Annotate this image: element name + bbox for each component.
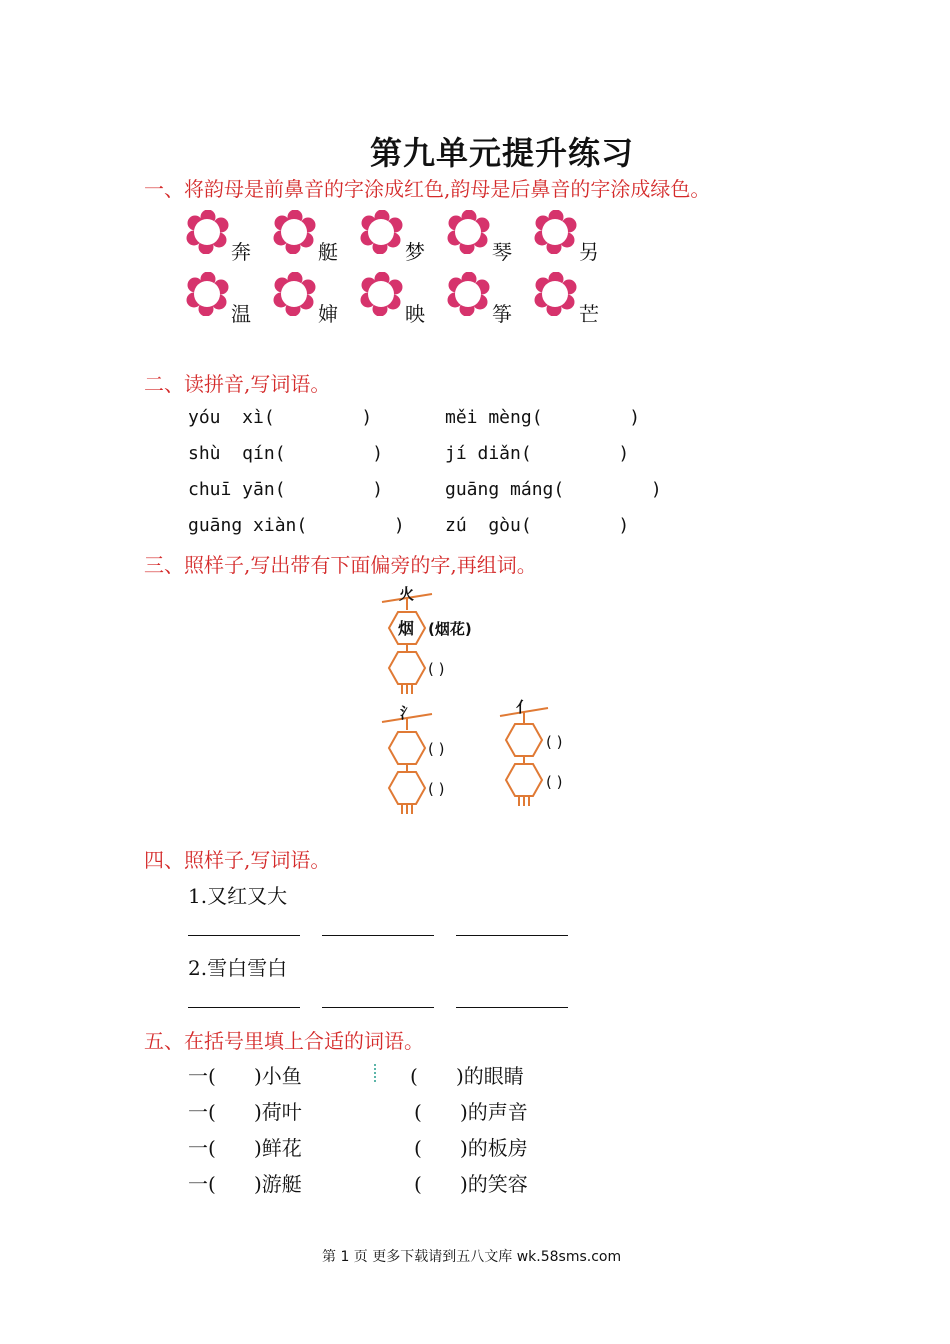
radical-fire: 火 <box>399 585 415 603</box>
fill-item-right: ( )的笑容 <box>414 1172 528 1196</box>
pinyin-item: yóu xì( ) <box>188 407 373 428</box>
flower-icon[interactable] <box>186 272 230 316</box>
answer-line[interactable] <box>456 1007 568 1008</box>
blank-slot: ( ) <box>428 660 445 678</box>
flower-icon[interactable] <box>186 210 230 254</box>
pinyin-item: zú gòu( ) <box>445 515 630 536</box>
radical-ladder-diagram <box>370 580 630 820</box>
fill-item-right: ( )的声音 <box>414 1100 528 1124</box>
fill-item-left: 一( )鲜花 <box>188 1136 302 1160</box>
flower-char: 艇 <box>318 240 338 264</box>
flower-icon[interactable] <box>360 210 404 254</box>
answer-line[interactable] <box>322 935 434 936</box>
flower-char: 婶 <box>318 302 338 326</box>
answer-line[interactable] <box>322 1007 434 1008</box>
blank-slot: ( ) <box>428 740 445 758</box>
flower-char: 琴 <box>492 240 512 264</box>
fill-item-left: 一( )小鱼 <box>188 1064 302 1088</box>
section-5-heading: 五、在括号里填上合适的词语。 <box>144 1029 424 1053</box>
fill-item-left: 一( )荷叶 <box>188 1100 302 1124</box>
example-word: (烟花) <box>428 620 472 638</box>
text-cursor-mark <box>374 1064 376 1082</box>
flower-char: 奔 <box>231 240 251 264</box>
flower-icon[interactable] <box>534 210 578 254</box>
flower-icon[interactable] <box>534 272 578 316</box>
fill-item-left: 一( )游艇 <box>188 1172 302 1196</box>
pinyin-item: guāng xiàn( ) <box>188 515 405 536</box>
answer-line[interactable] <box>188 1007 300 1008</box>
flower-icon[interactable] <box>447 210 491 254</box>
flower-char: 映 <box>405 302 425 326</box>
pinyin-item: jí diǎn( ) <box>445 443 630 464</box>
answer-line[interactable] <box>456 935 568 936</box>
flower-char: 梦 <box>405 240 425 264</box>
pinyin-item: měi mèng( ) <box>445 407 641 428</box>
example-2: 2.雪白雪白 <box>188 956 288 980</box>
page-footer: 第 1 页 更多下载请到五八文库 wk.58sms.com <box>322 1249 622 1265</box>
flower-icon[interactable] <box>273 272 317 316</box>
blank-slot: ( ) <box>428 780 445 798</box>
section-4-heading: 四、照样子,写词语。 <box>144 848 331 872</box>
fill-item-right: ( )的板房 <box>414 1136 528 1160</box>
pinyin-item: shù qín( ) <box>188 443 384 464</box>
flower-char: 芒 <box>579 302 599 326</box>
section-1-heading: 一、将韵母是前鼻音的字涂成红色,韵母是后鼻音的字涂成绿色。 <box>144 177 711 201</box>
radical-water: 氵 <box>400 704 416 722</box>
pinyin-item: guāng máng( ) <box>445 479 662 500</box>
pinyin-item: chuī yān( ) <box>188 479 384 500</box>
blank-slot: ( ) <box>546 733 563 751</box>
example-char: 烟 <box>398 619 415 638</box>
flower-char: 温 <box>231 302 251 326</box>
flower-icon[interactable] <box>447 272 491 316</box>
page-title: 第九单元提升练习 <box>370 134 635 172</box>
answer-line[interactable] <box>188 935 300 936</box>
section-2-heading: 二、读拼音,写词语。 <box>144 372 331 396</box>
flower-char: 另 <box>579 240 599 264</box>
flower-char: 筝 <box>492 302 512 326</box>
blank-slot: ( ) <box>546 773 563 791</box>
flower-icon[interactable] <box>360 272 404 316</box>
flower-icon[interactable] <box>273 210 317 254</box>
radical-person: 亻 <box>516 698 532 716</box>
fill-item-right: ( )的眼睛 <box>410 1064 524 1088</box>
section-3-heading: 三、照样子,写出带有下面偏旁的字,再组词。 <box>144 553 537 577</box>
example-1: 1.又红又大 <box>188 884 288 908</box>
